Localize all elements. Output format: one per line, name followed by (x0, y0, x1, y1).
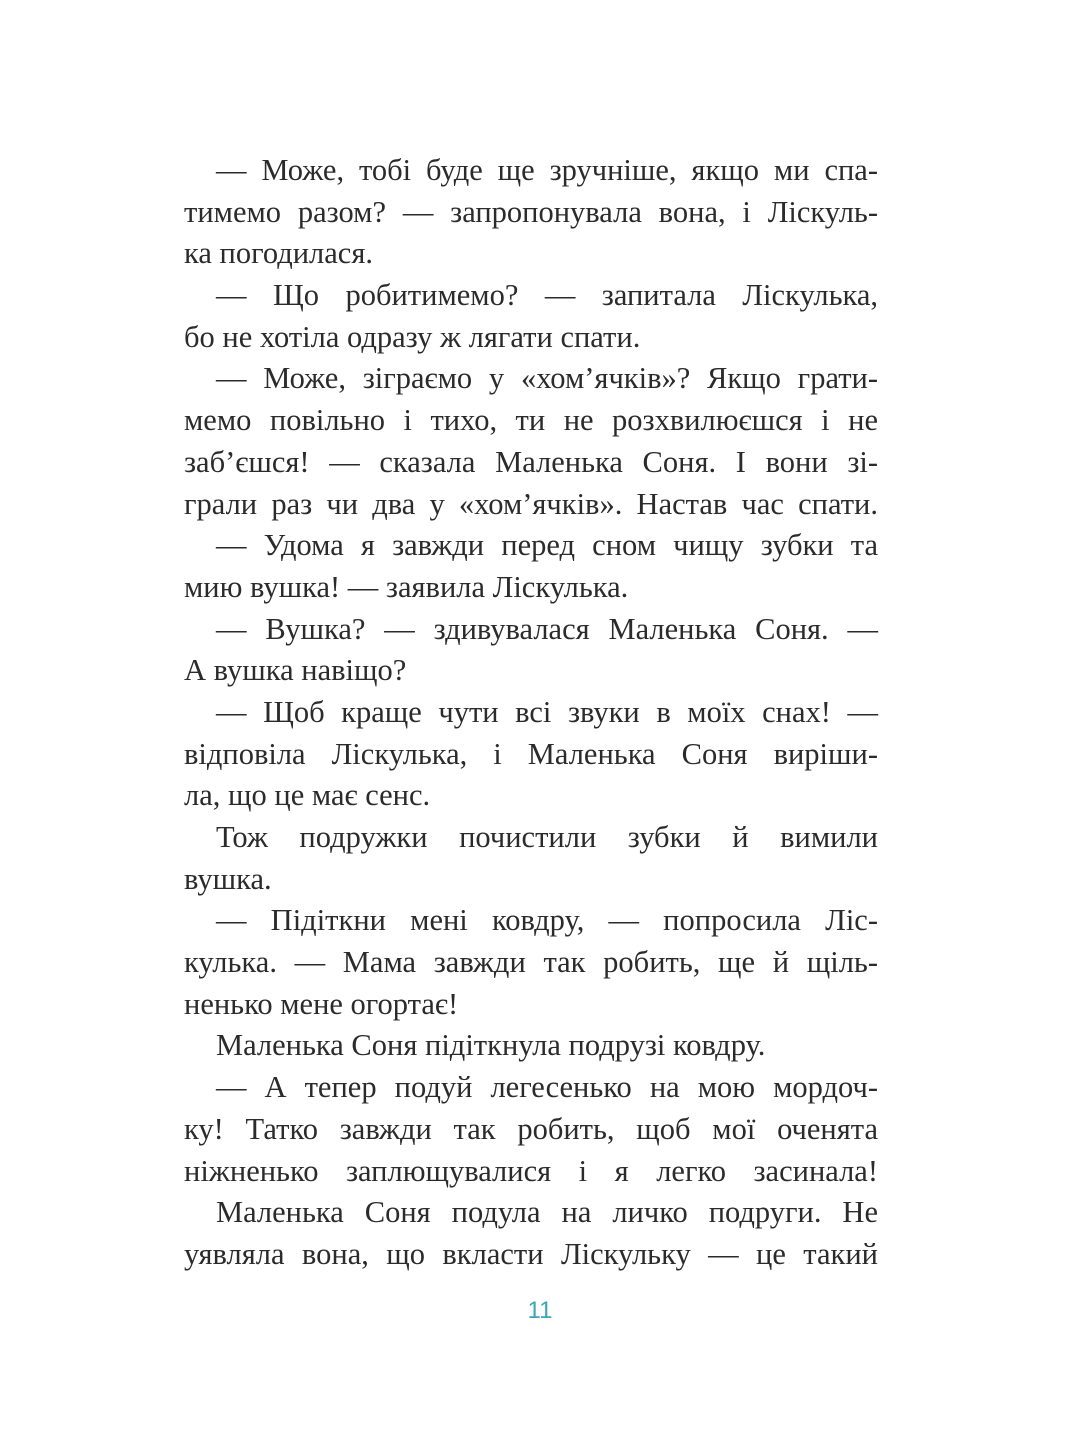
text-line: мемо повільно і тихо, ти не розхвилюєшся і не (184, 403, 878, 438)
text-line: мию вушка! — заявила Ліскулька. (184, 569, 629, 604)
text-line: грали раз чи два у «хом’ячків». Настав час спати. (184, 486, 878, 521)
text-line: ку! Татко завжди так робить, щоб мої оченята (184, 1111, 878, 1146)
text-line: ка погодилася. (184, 236, 374, 271)
page-number: 11 (527, 1297, 553, 1324)
text-line: бо не хотіла одразу ж лягати спати. (184, 319, 641, 354)
text-line: — Може, зіграємо у «хом’ячків»? Якщо грати- (216, 361, 878, 396)
text-line: кулька. — Мама завжди так робить, ще й щіль- (184, 945, 878, 980)
text-line: — Удома я завжди перед сном чищу зубки та (216, 528, 878, 563)
text-line: уявляла вона, що вкласти Ліскульку — це такий (184, 1236, 878, 1271)
text-line: заб’єшся! — сказала Маленька Соня. І вони зі- (184, 444, 878, 479)
text-line: Тож подружки почистили зубки й вимили (216, 820, 878, 854)
text-line: — Може, тобі буде ще зручніше, якщо ми спа- (216, 153, 878, 187)
text-line: — А тепер подуй легесенько на мою мордоч- (216, 1070, 878, 1105)
text-line: Маленька Соня підіткнула подрузі ковдру. (216, 1028, 766, 1063)
text-line: — Щоб краще чути всі звуки в моїх снах! — (216, 694, 878, 729)
text-line: А вушка навіщо? (184, 653, 407, 688)
text-line: Маленька Соня подула на личко подруги. Не (216, 1195, 878, 1230)
text-line: ніжненько заплющувалися і я легко засинала! (184, 1153, 878, 1188)
text-line: — Підіткни мені ковдру, — попросила Ліс- (216, 903, 878, 938)
text-line: ла, що це має сенс. (184, 778, 431, 813)
text-line: вушка. (184, 861, 272, 896)
text-line: відповіла Ліскулька, і Маленька Соня виріши- (184, 736, 878, 771)
text-line: ненько мене огортає! (184, 986, 459, 1021)
text-line: — Вушка? — здивувалася Маленька Соня. — (216, 611, 878, 646)
body-text (184, 150, 878, 1276)
text-line: — Що робитимемо? — запитала Ліскулька, (216, 278, 878, 313)
text-line: тимемо разом? — запропонувала вона, і Ліскуль- (184, 194, 878, 229)
